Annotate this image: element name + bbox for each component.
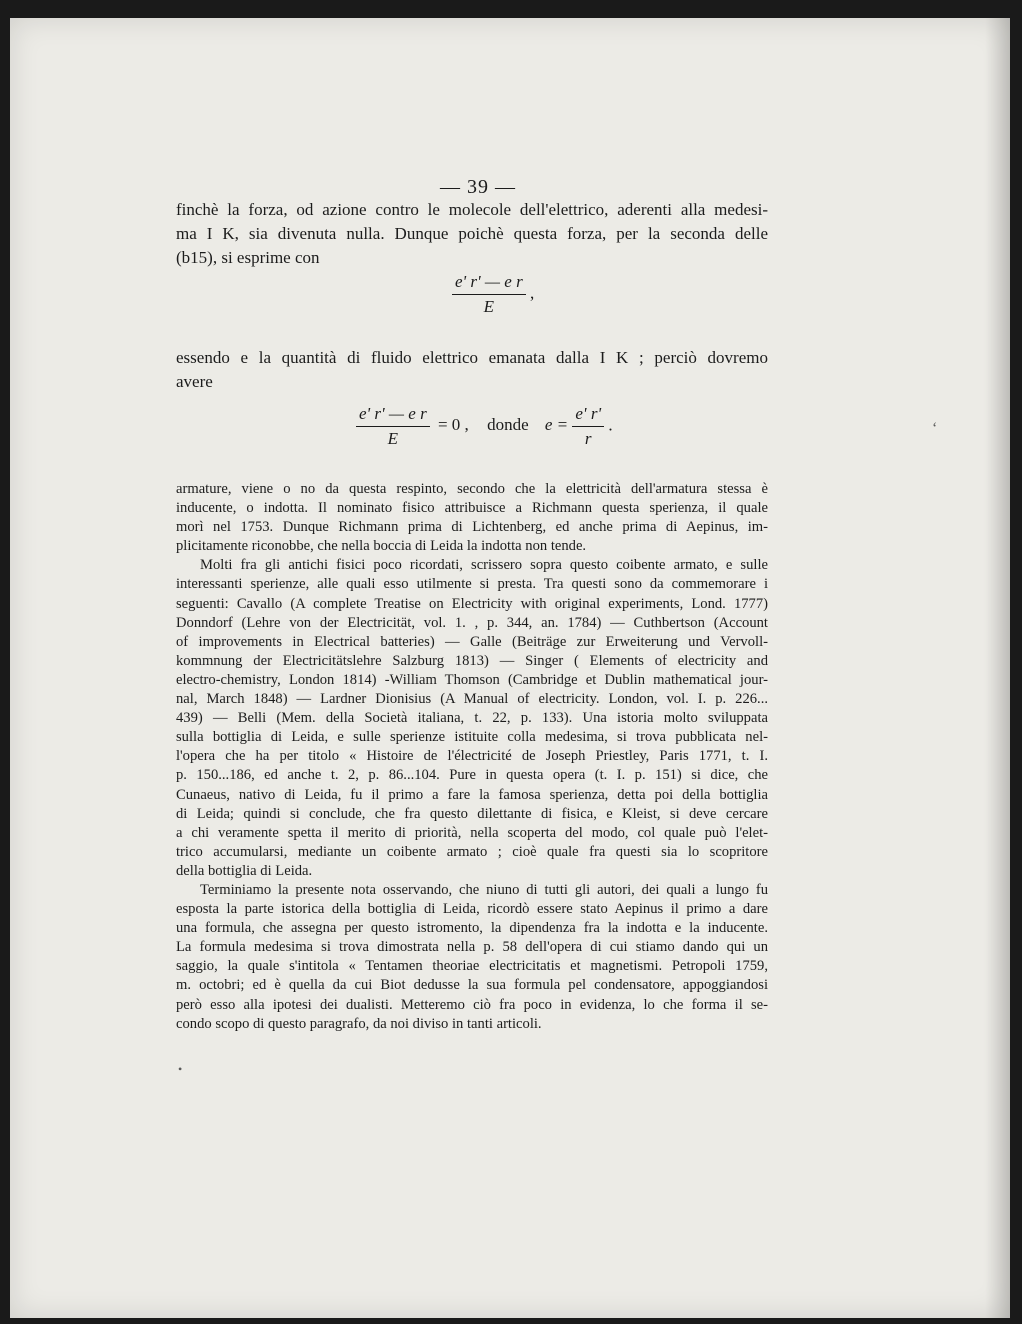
text-line: Donndorf (Lehre von der Electricität, vol. 1. , p. 344, an. 1784) — Cuthbertson (Account bbox=[176, 614, 768, 631]
text-line: esposta la parte istorica della bottiglia di Leida, ricordò essere stato Aepinus il primo a dare bbox=[176, 901, 768, 918]
text-line: (b15), si esprime con bbox=[176, 248, 320, 267]
text-line: l'opera che ha per titolo « Histoire de l'électricité de Joseph Priestley, Paris 1771, t. I. bbox=[176, 748, 768, 765]
formula-2-rhs-numerator: e' r' bbox=[572, 404, 604, 427]
text-line: nal, March 1848) — Lardner Dionisius (A Manual of electricity. London, vol. I. p. 226... bbox=[176, 691, 768, 708]
top-paragraph bbox=[176, 198, 768, 270]
text-line: plicitamente riconobbe, che nella boccia di Leida la indotta non tende. bbox=[176, 538, 587, 555]
text-line: saggio, la quale s'intitola « Tentamen theoriae electricitatis et magnetismi. Petropoli 1759, bbox=[176, 958, 768, 975]
text-line: interessanti sperienze, alle quali esso utilmente si presta. Tra questi sono da commemorare i bbox=[176, 576, 768, 593]
text-line: 439) — Belli (Mem. della Società italiana, t. 22, p. 133). Una istoria molto sviluppata bbox=[176, 710, 768, 727]
text-line: trico accumularsi, mediante un coibente armato ; cioè quale fra questi sia lo scopritore bbox=[176, 843, 768, 860]
text-line: armature, viene o no da questa respinto, secondo che la elettricità dell'armatura stessa è bbox=[176, 481, 768, 497]
formula-2-rhs-denominator: r bbox=[584, 429, 592, 448]
text-line: of improvements in Electrical batteries) — Galle (Beiträge zur Erweiterung und Vervoll- bbox=[176, 633, 768, 650]
text-line: condo scopo di questo paragrafo, da noi diviso in tanti articoli. bbox=[176, 1015, 542, 1032]
footnote-paragraph-1 bbox=[176, 480, 768, 556]
middle-paragraph bbox=[176, 346, 768, 394]
text-line: morì nel 1753. Dunque Richmann prima di Lichtenberg, ed anche prima di Aepinus, im- bbox=[176, 519, 768, 536]
text-line: seguenti: Cavallo (A complete Treatise on Electricity with original experiments, Lond. 1777) bbox=[176, 595, 768, 612]
text-line: una formula, che assegna per questo istromento, la dipendenza fra la indotta e la inducente. bbox=[176, 920, 768, 937]
formula-2-fraction bbox=[356, 404, 430, 449]
text-line: m. octobri; ed è quella da cui Biot dedusse la sua formula pel condensatore, appoggiandosi bbox=[176, 977, 768, 994]
text-line: avere bbox=[176, 372, 213, 391]
formula-2-connector: donde bbox=[487, 415, 529, 435]
formula-2-equals: = 0 , bbox=[437, 415, 469, 435]
page-number: — 39 — bbox=[440, 176, 516, 198]
text-line: ma I K, sia divenuta nulla. Dunque poichè questa forza, per la seconda delle bbox=[176, 224, 768, 243]
text-line: sulla bottiglia di Leida, e sulle sperienze istituite colla medesima, si trova pubblicata nel- bbox=[176, 729, 768, 746]
text-line: essendo e la quantità di fluido elettrico emanata dalla I K ; perciò dovremo bbox=[176, 348, 768, 367]
formula-2-lhs: e = bbox=[544, 415, 569, 435]
formula-1-suffix: , bbox=[529, 283, 535, 303]
text-line: a chi veramente spetta il merito di priorità, nella scoperta del modo, col quale può l'elet- bbox=[176, 824, 768, 841]
margin-dot: • bbox=[178, 1062, 183, 1076]
text-line: della bottiglia di Leida. bbox=[176, 862, 313, 879]
formula-2-denominator: E bbox=[387, 429, 399, 448]
formula-2-rhs-fraction bbox=[572, 404, 604, 449]
footnote-paragraph-3 bbox=[176, 881, 768, 1034]
text-line: p. 150...186, ed anche t. 2, p. 86...104. Pure in questa opera (t. I. p. 151) si dice, che bbox=[176, 767, 768, 784]
formula-1-fraction bbox=[452, 272, 526, 317]
text-line: Terminiamo la presente nota osservando, che niuno di tutti gli autori, dei quali a lungo fu bbox=[200, 881, 768, 898]
text-line: però esso alla ipotesi dei dualisti. Metteremo ciò fra poco in evidenza, lo che forma il se- bbox=[176, 996, 768, 1013]
text-line: Molti fra gli antichi fisici poco ricordati, scrissero sopra questo coibente armato, e sulle bbox=[200, 557, 768, 574]
page-edge-shadow bbox=[985, 18, 1010, 1318]
footnote-paragraph-2 bbox=[176, 556, 768, 881]
text-line: Cunaeus, nativo di Leida, fu il primo a fare la famosa sperienza, detta poi della bottiglia bbox=[176, 786, 768, 803]
footnote-block bbox=[176, 480, 768, 1034]
formula-2-suffix: . bbox=[608, 415, 613, 435]
text-line: di Leida; quindi si conclude, che fra questo dilettante di fisica, e Kleist, si deve cercare bbox=[176, 805, 768, 822]
text-line: La formula medesima si trova dimostrata nella p. 58 dell'opera di cui stiamo dando qui un bbox=[176, 939, 768, 956]
formula-1-numerator: e' r' — e r bbox=[452, 272, 526, 295]
text-line: inducente, o indotta. Il nominato fisico attribuisce a Richmann questa sperienza, il quale bbox=[176, 500, 768, 517]
formula-1-denominator: E bbox=[483, 297, 495, 316]
margin-mark: ʻ bbox=[932, 420, 938, 437]
formula-2-numerator: e' r' — e r bbox=[356, 404, 430, 427]
formula-2 bbox=[356, 404, 613, 449]
text-line: electro-chemistry, London 1814) -William Thomson (Cambridge et Dublin mathematical jour- bbox=[176, 671, 768, 688]
formula-1 bbox=[452, 272, 534, 317]
text-line: kommnung der Electricitätslehre Salzburg 1813) — Singer ( Elements of electricity and bbox=[176, 652, 768, 669]
text-line: finchè la forza, od azione contro le molecole dell'elettrico, aderenti alla medesi- bbox=[176, 200, 768, 219]
